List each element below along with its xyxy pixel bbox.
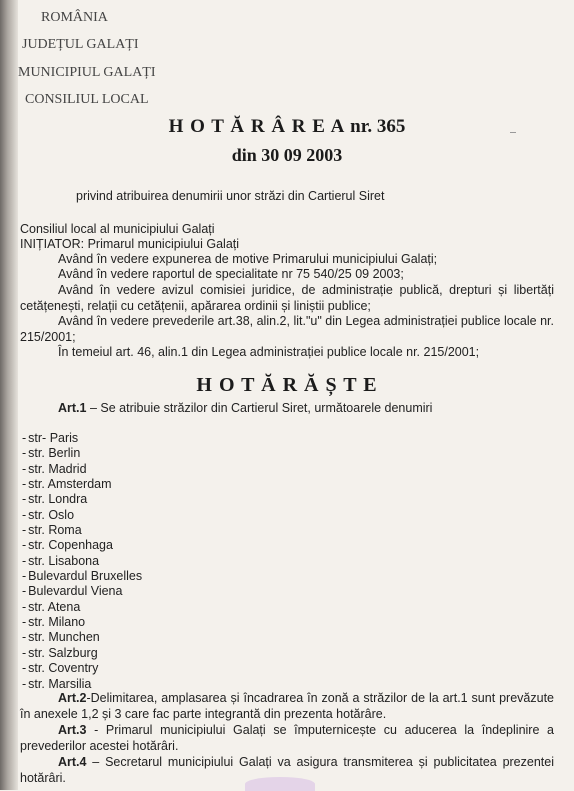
list-item: - str. Milano xyxy=(22,615,86,630)
street-name: Bulevardul Viena xyxy=(28,584,123,599)
street-name: str. Munchen xyxy=(28,630,100,645)
list-item: - str- Paris xyxy=(22,431,79,445)
article-4-label: Art.4 xyxy=(58,755,87,769)
street-name: str. Madrid xyxy=(28,461,87,476)
street-name: str. Marsilia xyxy=(28,676,92,691)
subject-line: privind atribuirea denumirii unor străzi din Cartierul Siret xyxy=(76,189,385,203)
article-1 xyxy=(58,401,432,415)
article-2-text: -Delimitarea, amplasarea și încadrarea în zonă a străzilor de la art.1 sunt prevăzute în anexele 1,2 și 3 care fac parte integrantă din prezenta hotărâre. xyxy=(20,691,554,721)
preamble-report: Având în vedere raportul de specialitate nr 75 540/25 09 2003; xyxy=(58,267,404,281)
preamble-law-provisions: Având în vedere prevederile art.38, alin.2, lit."u" din Legea administrației publice locale nr. 215/2001; xyxy=(20,314,554,344)
list-item: - str. Marsilia xyxy=(22,676,92,691)
list-item: - str. Berlin xyxy=(22,446,81,461)
document-title xyxy=(0,116,574,138)
street-name: str. Amsterdam xyxy=(28,477,112,492)
list-item: - str. Salzburg xyxy=(22,645,98,660)
street-name: str- Paris xyxy=(28,431,79,445)
decides-heading: H O T Ă R Ă Ș T E xyxy=(196,374,378,396)
article-1-text: – Se atribuie străzilor din Cartierul Siret, următoarele denumiri xyxy=(86,401,433,415)
stamp-edge xyxy=(245,777,315,791)
preamble-commission: Având în vedere avizul comisiei juridice, de administrație publică, drepturi și libertăți cetățenești, relații cu cetățenii, apărarea ordinii și liniștii publice; xyxy=(20,283,554,313)
initiator-line: INIȚIATOR: Primarul municipiului Galați xyxy=(20,237,240,251)
list-item: - str. Atena xyxy=(22,599,81,614)
street-name: str. Atena xyxy=(28,599,81,614)
article-1-label: Art.1 xyxy=(58,401,87,415)
council-line: Consiliul local al municipiului Galați xyxy=(20,222,215,236)
street-name: Bulevardul Bruxelles xyxy=(28,569,143,584)
list-item: - Bulevardul Viena xyxy=(22,584,123,599)
list-item: - Bulevardul Bruxelles xyxy=(22,569,143,584)
list-item: - str. Coventry xyxy=(22,661,99,676)
article-2 xyxy=(20,691,554,722)
street-name: str. Copenhaga xyxy=(28,538,113,553)
header-municipality: MUNICIPIUL GALAȚI xyxy=(18,65,156,80)
article-2-label: Art.2 xyxy=(58,691,87,705)
street-name: str. Berlin xyxy=(28,446,81,461)
document-date: din 30 09 2003 xyxy=(231,145,343,165)
street-names-list xyxy=(22,431,142,692)
article-4-text: – Secretarul municipiului Galați va asigura transmiterea și publicitatea prezentei hotărâri. xyxy=(20,755,554,785)
header-county: JUDEȚUL GALAȚI xyxy=(22,37,139,52)
preamble-legal-basis: În temeiul art. 46, alin.1 din Legea administrației publice locale nr. 215/2001; xyxy=(58,345,480,359)
street-name: str. Milano xyxy=(28,615,86,630)
article-3 xyxy=(20,723,554,754)
header-council: CONSILIUL LOCAL xyxy=(25,92,149,107)
article-3-label: Art.3 xyxy=(58,723,87,737)
street-name: str. Londra xyxy=(28,492,88,507)
title-main: H O T Ă R Â R E A xyxy=(168,116,346,137)
list-item: - str. Munchen xyxy=(22,630,100,645)
street-name: str. Oslo xyxy=(28,507,75,522)
list-item: - str. Roma xyxy=(22,523,82,538)
list-item: - str. Copenhaga xyxy=(22,538,113,553)
preamble-motives: Având în vedere expunerea de motive Primarului municipiului Galați; xyxy=(58,252,438,266)
list-item: - str. Lisabona xyxy=(22,553,100,568)
title-number: nr. 365 xyxy=(345,116,406,137)
street-name: str. Salzburg xyxy=(28,645,98,660)
article-3-text: - Primarul municipiului Galați se împuternicește cu aducerea la îndeplinire a prevederilor acestei hotărâri. xyxy=(20,723,554,753)
header-country: ROMÂNIA xyxy=(41,10,108,25)
list-item: - str. Amsterdam xyxy=(22,477,112,492)
list-item: - str. Londra xyxy=(22,492,88,507)
list-item: - str. Madrid xyxy=(22,461,87,476)
street-name: str. Coventry xyxy=(28,661,99,676)
street-name: str. Lisabona xyxy=(28,553,100,568)
street-name: str. Roma xyxy=(28,523,82,538)
scan-mark xyxy=(510,132,516,133)
list-item: - str. Oslo xyxy=(22,507,75,522)
